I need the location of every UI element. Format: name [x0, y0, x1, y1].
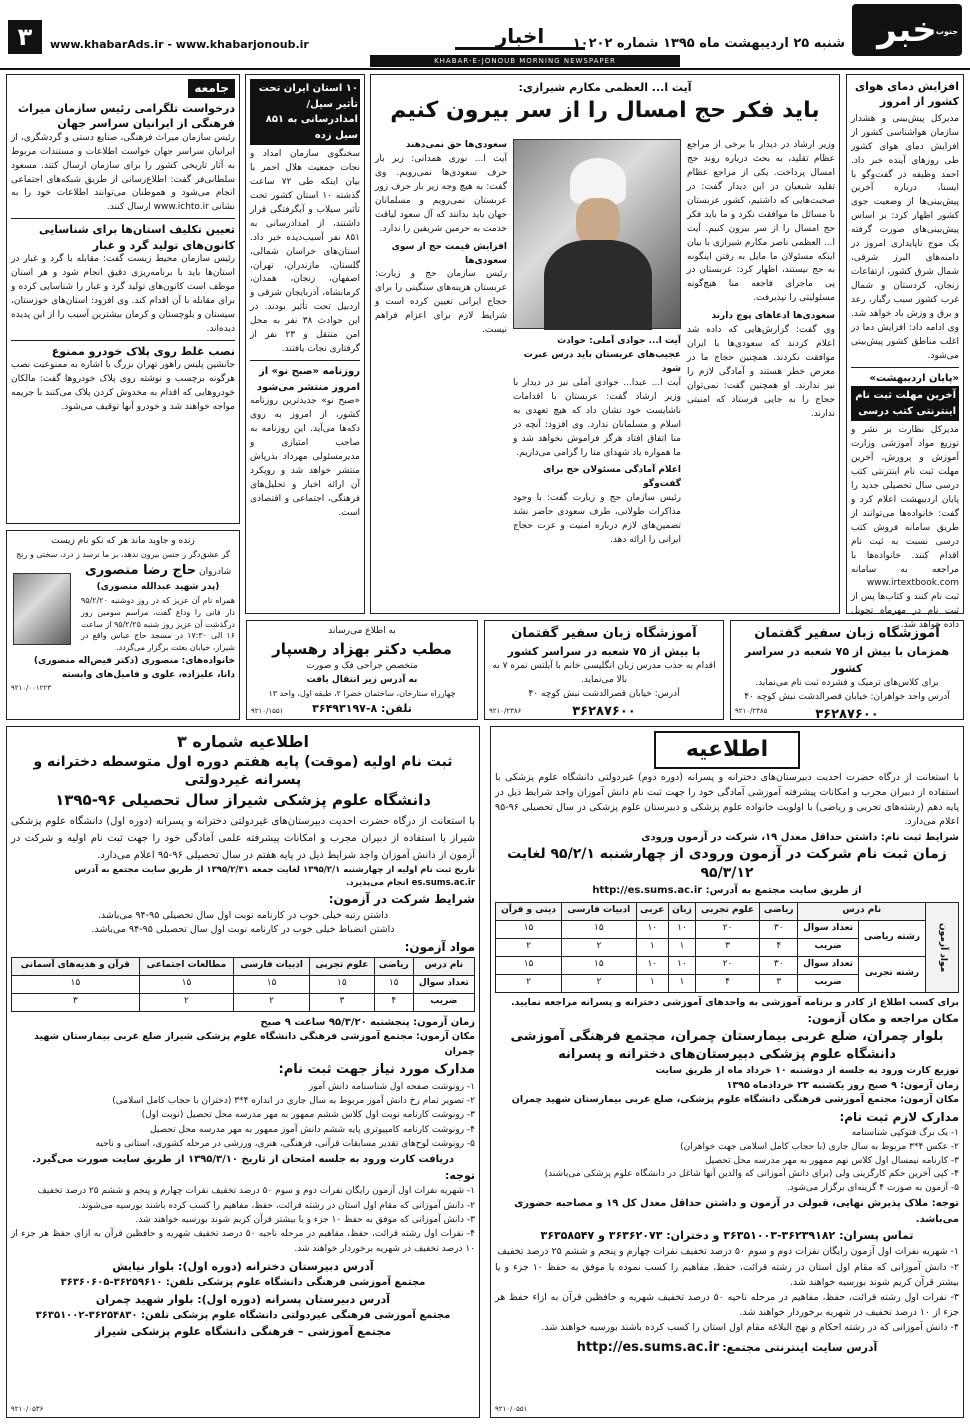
table-header: زبان — [668, 902, 695, 920]
websites[interactable]: www.khabarAds.ir - www.khabarjonoub.ir — [50, 38, 309, 51]
table-cell: ۲ — [496, 938, 562, 956]
list-item: ۴- دانش آموزانی که در رشته احکام و نهج البلاغه مقام اول استان را کسب کرده باشند بورسیه خواهند شد. — [541, 1322, 959, 1334]
ad-code: ۹۲۱۰/۰۰۱۲۲۳ — [11, 684, 51, 693]
story-title: نصب غلط روی پلاک خودرو ممنوع — [51, 344, 235, 358]
table-row-label: ضریب — [413, 993, 474, 1011]
notice-place-label: مکان مراجعه و مکان آزمون: — [807, 1012, 959, 1026]
story-title: ۱۰ استان ایران تحت تأثیر سیل/امدادرسانی به ۸۵۱ سیل زده — [250, 79, 360, 145]
address-title: آدرس دبیرستان پسرانه (دوره اول): بلوار شهید چمران — [95, 1292, 391, 1306]
newspaper-logo: جنوب خبر — [852, 4, 962, 56]
notice-header: اطلاعیه — [654, 731, 800, 769]
obit-top: زنده و جاوید ماند هر که نکو نام زیست — [51, 536, 195, 546]
notice-intro: با استعانت از درگاه حضرت احدیت دبیرستان‌های غیردولتی دخترانه و پسرانه (دوره اول) دانشگاه علوم پزشکی شیراز با استفاده از دبیران مجرب و امکانات پیشرفته علمی آمادگی خود را جهت ثبت نام اولیه و شرکت در آزمون از دانش آموزان واجد شرایط ذیل در پایه هفتم در سال تحصیلی ۹۶-۹۵ اعلام می‌دارد. — [11, 815, 475, 861]
section-title: اخبار — [455, 22, 585, 50]
page-number: ۳ — [8, 20, 42, 54]
lead-subhead: آیت ا... جوادی آملی: حوادث عجیب‌های عربستان باید درس عبرت شود — [523, 336, 681, 374]
list-item: ۲- دانش آموزانی که مقام اول استان در رشته قرائت، حفظ، مفاهیم را کسب نموده یا موفق به حفظ ۱۰ جزء و یا بیشتر قرآن کریم شوند بورسیه خواهند شد. — [495, 1261, 959, 1288]
obit-name-pre: شادروان — [199, 567, 232, 578]
story-title: تعیین تکلیف استان‌ها برای شناسایی کانون‌های تولید گرد و غبار — [39, 223, 235, 252]
notice-title: دانشگاه علوم پزشکی شیراز سال تحصیلی ۹۶-۱۳۹۵ — [55, 791, 431, 810]
lead-col1b: وی گفت: گزارش‌هایی که داده شد اعلام کردند که سعودی‌ها با ایران موافقت نکردند. همچنین حجاج ما در معرض خطر هستند و آمادگی لازم را نیز ندارند. او همچنین گفت: نمی‌توان حجاج را به جایی فرستاد که امنیتی ندارند. — [687, 325, 835, 419]
table-cell: ۳ — [309, 993, 374, 1011]
ad-title: آموزشگاه زبان سفیر گفتمان — [511, 626, 697, 641]
table-header: عربی — [636, 902, 668, 920]
address-body: مجتمع آموزشی فرهنگی غیردولتی دانشگاه علوم پزشکی تلفن: ۳۶۲۵۴۸۳۰-۳۶۳۵۱۰۰۲ — [35, 1309, 451, 1321]
lead-subhead: اعلام آمادگی مسئولان حج برای گفت‌وگو — [543, 465, 681, 490]
table-cell: ۱۵ — [12, 975, 140, 993]
table-header: ریاضی — [374, 957, 413, 975]
clinic-ad — [246, 620, 478, 720]
table-header: ادبیات فارسی — [562, 902, 637, 920]
notice-place: بلوار چمران، ضلع غربی بیمارستان چمران، مجتمع فرهنگی آموزشی دانشگاه علوم پزشکی دبیرستان‌های دخترانه و پسرانه — [510, 1028, 944, 1062]
lead-col2: آیت ا... عبدا... جوادی آملی نیز در دیدار با وزیر ارشاد گفت: عربستان با اقدامات ناشایست خود نشان داد که هیچ تعهدی به اسلام و مسلمانان ندارد. وی افزود: آنچه در منا اتفاق افتاد هرگز فراموش نخواهد شد و ما همواره یاد شهدای منا را گرامی می‌داریم. — [513, 377, 681, 458]
table-header: ریاضی — [760, 902, 798, 920]
notice-exam-title: زمان ثبت نام شرکت در آزمون ورودی از چهارشنبه ۹۵/۲/۱ لغایت ۹۵/۳/۱۲ — [507, 846, 947, 882]
table-cell: ۱ — [636, 974, 668, 992]
obit-body: همراه نام آن عزیز که در روز دوشنبه ۹۵/۲/۲۰ دار فانی را وداع گفت، مراسم سومین روز درگذشت آن عزیز روز شنبه ۹۵/۲/۲۵ از ساعت ۱۶ الی ۱۷:۳۰ در مسجد حاج عباس واقع در شیراز، خیابان بعثت برگزار می‌گردد. — [81, 596, 235, 652]
address-body: مجتمع آموزشی فرهنگی دانشگاه علوم پزشکی تلفن: ۳۶۲۵۹۶۱۰-۳۶۳۶۰۶۰۵ — [60, 1277, 426, 1289]
notice-note: برای کسب اطلاع از کادر و برنامه آموزشی به واحدهای آموزشی دخترانه و پسرانه مراجعه نمایید. — [510, 996, 959, 1008]
exam-subjects-table — [11, 957, 475, 1012]
robe-shape — [544, 240, 652, 330]
obit-intro: گر عشق‌دگر ز جنس بیرون ندهد، بر ما نرسد ز درد، سختی و رنج — [16, 549, 230, 559]
table-cell: ۱ — [636, 938, 668, 956]
ad-code: ۹۲۱۰/۲۳۸۵ — [735, 707, 768, 716]
list-item: ۳- دانش آموزانی که موفق به حفظ ۱۰ جزء و یا بیشتر قرآن کریم شوند بورسیه خواهند شد. — [135, 1214, 475, 1225]
table-header: دینی و قرآن — [496, 902, 562, 920]
table-cell: ۲۰ — [696, 956, 760, 974]
notice-place: مکان آزمون: مجتمع آموزشی فرهنگی دانشگاه علوم پزشکی شیراز ضلع غربی بیمارستان شهید چمران — [34, 1031, 475, 1057]
floods-column — [245, 74, 365, 614]
table-row-label: ضریب — [798, 974, 858, 992]
address-title: آدرس دبیرستان دخترانه (دوره اول): بلوار نیایش — [112, 1260, 374, 1274]
obit-families: منصوری (دکتر فیض‌اله منصوری) — [33, 656, 179, 667]
story-title: آخرین مهلت ثبت نام اینترنتی کتب درسی — [851, 386, 959, 421]
table-cell: ۱۵ — [234, 975, 310, 993]
obituary — [6, 530, 240, 720]
table-cell: ۴ — [374, 993, 413, 1011]
right-column — [846, 74, 964, 631]
date-line: شنبه ۲۵ اردیبهشت ماه ۱۳۹۵ شماره ۱۰۲۰۲ — [572, 36, 845, 51]
notice-title: ثبت نام اولیه (موقت) پایه هفتم دوره اول متوسطه دخترانه و پسرانه غیردولتی — [33, 753, 453, 789]
discount-list — [495, 1244, 959, 1335]
society-column — [6, 74, 240, 524]
list-item: ۳- نفرات اول رشته قرائت، حفظ، مفاهیم در مرحله ناحیه ۵۰ درصد تخفیف شهریه و حافظین قرآن به ازاء حفظ هر جزء از ۱۰ درصد تخفیف در شهریه برخوردار خواهند شد. — [495, 1291, 959, 1319]
story-body: مدیرکل پیش‌بینی و هشدار سازمان هواشناسی کشور از افزایش دمای هوای کشور طی روزهای آینده خبر داد. احمد وظیفه در گفت‌وگو با ایسنا، درباره آخرین پیش‌بینی‌ها از وضعیت جوی کشور اظهار کرد: بر اساس پیش‌بینی‌های صورت گرفته یک موج ناپایداری امروز در دامنه‌های البرز شرقی، شمال شرق کشور، ارتفاعات زنجان، کردستان و شمال غرب کشور سبب رگبار، رعد و برق و وزش باد خواهد شد. وی ادامه داد: افزایش دما در اغلب مناطق کشور پیش‌بینی می‌شود. — [851, 113, 959, 361]
notice-docs-title: مدارک لازم ثبت نام: — [839, 1110, 959, 1125]
table-cell: ۲ — [562, 938, 637, 956]
ad-phone: ۳۶۲۸۷۶۰۰ — [572, 704, 636, 720]
table-cell: ۱۰ — [668, 956, 695, 974]
masthead — [0, 0, 970, 70]
ad-code: ۹۲۱۰/۱۵۵۱ — [251, 707, 284, 716]
table-cell: ۱ — [668, 974, 695, 992]
ad-title: مطب دکتر بهزاد رهسپار — [272, 639, 452, 658]
table-corner: مواد آزمون — [926, 902, 959, 992]
lead-col3b: رئیس سازمان حج و زیارت: عربستان هزینه‌های سنگینی را برای حجاج ایرانی تعیین کرده است و شرایط لازم برای اعزام فراهم نیست. — [375, 269, 507, 336]
story-title: روزنامه «صبح نو» از امروز منتشر می‌شود — [256, 366, 360, 393]
ad-body: اقدام به جذب مدرس زبان انگلیسی خانم با آیلتس نمره ۷ به بالا می‌نماید. — [492, 661, 716, 686]
list-item: ۳- رونوشت کارنامه نوبت اول کلاس ششم ممهور به مهر مدرسه محل تحصیل (نوبت اول) — [141, 1110, 475, 1121]
docs-list — [11, 1080, 475, 1152]
table-cell: ۴ — [696, 974, 760, 992]
notice-note-title: توجه: — [444, 1169, 475, 1183]
table-cell: ۳۰ — [760, 956, 798, 974]
table-row-label: تعداد سوال — [413, 975, 474, 993]
lead-kicker: آیت ا... العظمی مکارم شیرازی: — [518, 81, 692, 94]
ad-code: ۹۲۱۰/۰۵۵۱ — [495, 1405, 528, 1414]
notice-subj-title: مواد آزمون: — [404, 940, 475, 954]
ad-body: برای کلاس‌های ترمیک و فشرده ثبت نام می‌نماید. — [755, 678, 939, 689]
logo-sub: جنوب — [935, 27, 958, 36]
table-header: علوم تجربی — [309, 957, 374, 975]
list-item: ۱- رونوشت صفحه اول شناسنامه دانش آموز — [308, 1081, 475, 1092]
notice-site-line: از طریق سایت مجتمع به آدرس: http://es.sums.ac.ir — [592, 885, 862, 897]
ad-address: آدرس واحد خواهران: خیابان قصرالدشت نبش کوچه ۴۰ — [744, 692, 950, 703]
face-shape — [576, 198, 620, 246]
table-row — [12, 993, 475, 1011]
lead-title: باید فکر حج امسال را از سر بیرون کنیم — [390, 98, 820, 124]
list-item: ۲- عکس ۴*۳ مربوط به سال جاری (با حجاب کامل اسلامی جهت خواهران) — [680, 1141, 959, 1152]
table-row — [496, 956, 959, 974]
table-row-label: تعداد سوال — [798, 956, 858, 974]
table-row — [12, 975, 475, 993]
list-item: ۴- رونوشت کارنامه کامپیوتری پایه ششم دانش آموز ممهور به مهر مدرسه محل تحصیل — [150, 1124, 475, 1135]
list-item: ۲- دانش آموزانی که مقام اول استان در رشته قرائت، حفظ، مفاهیم را کسب کرده باشند بورسیه می‌شوند. — [78, 1200, 475, 1211]
story-body: سخنگوی سازمان امداد و نجات جمعیت هلال احمر با بیان اینکه طی ۷۲ ساعت گذشته ۱۰ استان کشور تحت تأثیر سیلاب و آبگرفتگی قرار داشتند، از امدادرسانی به ۸۵۱ نفر آسیب‌دیده خبر داد. استان‌های خراسان شمالی، گلستان، مازندران، تهران، اصفهان، زنجان، همدان، کرمانشاه، آذربایجان شرقی و اردبیل تحت تأثیر بودند. در این حوادث ۳۸ نفر به محل امن منتقل و ۲۳ نفر از گرفتاری نجات یافتند. — [250, 149, 361, 355]
ad-address: آدرس: خیابان قصرالدشت نبش کوچه ۴۰ — [528, 689, 680, 700]
table-cell: ۳ — [696, 938, 760, 956]
school-notice-middle — [6, 726, 480, 1418]
table-group: رشته ریاضی — [858, 920, 925, 956]
notice-final: توجه: ملاک پذیرش نهایی، قبولی در آزمون و داشتن حداقل معدل کل ۱۹ و مصاحبه حضوری می‌باشد. — [514, 1198, 959, 1225]
ad-phone: ۳۶۲۸۷۶۰۰ — [815, 707, 879, 723]
story-title: درخواست تلگرامی رئیس سازمان میراث فرهنگی از ایرانیان سراسر جهان — [17, 101, 235, 131]
notice-exam-place: مکان آزمون: مجتمع آموزشی فرهنگی دانشگاه علوم پزشکی، ضلع غربی بیمارستان شهید چمران — [511, 1094, 959, 1106]
list-item: ۱- یک برگ فتوکپی شناسنامه — [851, 1127, 959, 1138]
list-item: ۵- آزمون به صورت ۴ گزینه‌ای برگزار می‌شود. — [786, 1183, 959, 1194]
lead-subhead: افزایش قیمت حج از سوی سعودی‌ها — [391, 241, 507, 266]
list-item: ۴- کپی آخرین حکم کارگزینی ولی (برای دانش آموزانی که والدین آنها شاغل در دانشگاه علوم پزشکی می‌باشند) — [544, 1169, 959, 1180]
table-cell: ۱۰ — [668, 920, 695, 938]
lead-col2b: رئیس سازمان حج و زیارت گفت: با وجود مذاکرات طولانی، طرف سعودی حاضر نشد تضمین‌های لازم درباره امنیت و عزت حجاج ایرانی را ارائه دهد. — [513, 493, 681, 546]
lead-subhead: سعودی‌ها ادعاهای پوچ دارند — [711, 311, 835, 322]
exam-subjects-table — [495, 902, 959, 993]
notice-cond-title: شرایط شرکت در آزمون: — [328, 891, 475, 906]
notice-phones: تماس پسران: ۳۶۲۳۹۱۸۲-۳۶۳۵۱۰۰۳ و دختران: ۳۶۳۶۲۰۷۳ و ۳۶۳۵۸۵۴۷ — [540, 1229, 914, 1243]
table-header: قرآن و هدیه‌های آسمانی — [12, 957, 140, 975]
table-cell: ۱۵ — [496, 956, 562, 974]
ad-pre: به اطلاع می‌رساند — [328, 626, 396, 636]
notice-cond: داشتن انضباط خیلی خوب در کارنامه نوبت اول سال تحصیلی ۹۵-۹۴ می‌باشد. — [91, 924, 395, 936]
table-cell: ۱۵ — [139, 975, 234, 993]
notice-signature: مجتمع آموزشی – فرهنگی دانشگاه علوم پزشکی شیراز — [94, 1325, 392, 1339]
notice-site-label: آدرس سایت اینترنتی مجتمع: — [722, 1340, 878, 1354]
ad-title: آموزشگاه زبان سفیر گفتمان — [754, 626, 940, 641]
obit-families: دانا، علیزاده، علوی و فامیل‌های وابسته — [61, 670, 235, 681]
story-body: جانشین پلیس راهور تهران بزرگ با اشاره به ممنوعیت نصب هرگونه برچسب و نوشته روی پلاک خودروها گفت: مالکان خودروهایی که اقدام به مخدوش کردن پلاک می‌کنند با جریمه مواجه خواهند شد و خودرو آنها توقیف می‌شود. — [11, 360, 235, 412]
notice-exam-time: زمان آزمون: ۹ صبح روز یکشنبه ۲۳ خردادماه ۱۳۹۵ — [726, 1079, 959, 1091]
table-cell: ۳ — [12, 993, 140, 1011]
story-kicker: «پایان اردیبهشت» — [869, 372, 959, 384]
table-cell: ۱۵ — [309, 975, 374, 993]
notice-site-link[interactable]: http://es.sums.ac.ir — [576, 1339, 720, 1355]
table-header: نام درس — [413, 957, 474, 975]
notice-header: اطلاعیه شماره ۳ — [177, 732, 309, 751]
list-item: ۱- شهریه نفرات اول آزمون رایگان نفرات دوم و سوم ۵۰ درصد تخفیف نفرات چهارم و پنجم و ششم ۲۵ درصد تخفیف — [497, 1246, 959, 1258]
story-body: رئیس سازمان محیط زیست گفت: مقابله با گرد و غبار در استان‌ها باید با برنامه‌ریزی دقیق انجام شود و هر استان موظف است کانون‌های تولید گرد و غبار را شناسایی کرده و برای مقابله با آن اقدام کند. وی افزود: استان‌های خوزستان، سیستان و بلوچستان و کرمان بیشترین آسیب را از این پدیده دیده‌اند. — [11, 254, 235, 334]
ad-address: چهارراه ستارخان، ساختمان خضرا ۲، طبقه اول، واحد ۱۳ — [268, 688, 456, 698]
table-cell: ۱۵ — [374, 975, 413, 993]
obit-photo — [13, 573, 71, 645]
table-cell: ۲ — [234, 993, 310, 1011]
table-row — [496, 920, 959, 938]
table-cell: ۱۵ — [562, 956, 637, 974]
obit-name: حاج رضا منصوری — [84, 563, 197, 579]
ad-code: ۹۲۱۰/۰۵۳۶ — [11, 1405, 44, 1414]
english-name: KHABAR-E-JONOUB MORNING NEWSPAPER — [370, 55, 680, 67]
table-cell: ۲ — [139, 993, 234, 1011]
table-row-label: تعداد سوال — [798, 920, 858, 938]
table-row-label: ضریب — [798, 938, 858, 956]
table-cell: ۲ — [496, 974, 562, 992]
table-header: مطالعات اجتماعی — [139, 957, 234, 975]
section-badge: جامعه — [188, 79, 235, 98]
notice-card: دریافت کارت ورود به جلسه امتحان از تاریخ ۱۳۹۵/۳/۱۰ از طریق سایت صورت می‌گیرد. — [31, 1153, 455, 1165]
list-item: ۳- کارنامه نیمسال اول کلاس نهم ممهور به مهر مدرسه محل تحصیل — [704, 1155, 959, 1166]
notice-card: توزیع کارت ورود به جلسه از دوشنبه ۱۰ خرداد ماه از طریق سایت — [655, 1064, 959, 1076]
list-item: ۵- رونوشت لوح‌های تقدیر مسابقات قرآنی، فرهنگی، هنری، ورزشی در مرحله کشوری، استانی و ناحیه — [95, 1139, 475, 1150]
table-header: ادبیات فارسی — [234, 957, 310, 975]
obit-family-label: خانواده‌های: — [181, 656, 235, 667]
table-cell: ۱۰ — [636, 920, 668, 938]
notes-list — [11, 1184, 475, 1256]
obit-relation: (پدر شهید عبدالله منصوری) — [96, 582, 220, 593]
table-cell: ۳ — [760, 974, 798, 992]
lead-col3: آیت ا... نوری همدانی: زیر بار حرف سعودی‌ها نمی‌رویم. وی گفت: به هیچ وجه زیر بار حرف زور عربستان نمی‌رویم و مسلمانان جهان باید بدانند که آل سعود لیاقت خدمت به حرمین شریفین را ندارد. — [375, 153, 507, 234]
ad-phone: تلفن: ۸-۳۶۴۹۳۱۹۷ — [312, 702, 412, 716]
ad-subtitle: با بیش از ۷۵ شعبه در سراسر کشور — [507, 645, 701, 659]
list-item: ۲- تصویر تمام رخ دانش آموز مربوط به سال جاری در اندازه ۴*۳ (دختران با حجاب کامل اسلامی) — [112, 1096, 475, 1107]
notice-time: زمان آزمون: پنجشنبه ۹۵/۳/۲۰ ساعت ۹ صبح — [260, 1016, 475, 1028]
table-cell: ۱۰ — [636, 956, 668, 974]
ad-code: ۹۲۱۰/۲۳۸۶ — [489, 707, 522, 716]
language-school-hiring-ad — [484, 620, 724, 720]
table-cell: ۱۵ — [496, 920, 562, 938]
story-title: افزایش دمای هوای کشور از امروز — [855, 80, 959, 109]
ad-subtitle: همزمان با بیش از ۷۵ شعبه در سراسر کشور — [744, 645, 950, 676]
table-cell: ۲۰ — [696, 920, 760, 938]
story-body: مدیرکل نظارت بر نشر و توزیع مواد آموزشی وزارت آموزش و پرورش، آخرین مهلت ثبت نام اینترنتی کتب درسی سال تحصیلی جدید را پایان اردیبهشت اعلام کرد و گفت: خانواده‌ها می‌توانند از طریق سامانه فروش کتب درسی نسبت به ثبت نام اقدام کنند. خانواده‌ها با مراجعه به سامانه www.irtextbook.com ثبت نام کنند و کتاب‌ها پس از ثبت نام در مهرماه تحویل داده خواهد شد. — [851, 425, 959, 631]
story-body: «صبح نو» جدیدترین روزنامه کشور، از امروز به روی دکه‌ها می‌آید. این روزنامه به صاحب امتیازی و مدیرمسئولی مهرداد بذرپاش منتشر خواهد شد و رویکرد آن ارائه اخبار و تحلیل‌های فرهنگی، اجتماعی و اقتصادی است. — [250, 396, 360, 518]
table-cell: ۱۵ — [562, 920, 637, 938]
table-cell: ۲ — [562, 974, 637, 992]
cleric-photo — [513, 139, 681, 329]
notice-cond: داشتن رتبه خیلی خوب در کارنامه نوبت اول سال تحصیلی ۹۵-۹۴ می‌باشد. — [97, 909, 389, 921]
docs-list — [495, 1127, 959, 1197]
table-cell: ۳۰ — [760, 920, 798, 938]
table-header: علوم تجربی — [696, 902, 760, 920]
list-item: ۴- نفرات اول رشته قرائت، حفظ، مفاهیم در مرحله ناحیه ۵۰ درصد تخفیف شهریه و حافظین قرآن به ازای حفظ هر جزء از ۱۰ درصد تخفیف در شهریه برخوردار خواهند شد. — [11, 1229, 475, 1254]
notice-docs-title: مدارک مورد نیاز جهت ثبت نام: — [278, 1061, 475, 1077]
ad-subtitle: متخصص جراحی فک و صورت — [306, 660, 418, 671]
school-notice-high — [490, 726, 964, 1418]
lead-story — [370, 74, 840, 614]
notice-reg-date: تاریخ ثبت نام اولیه از چهارشنبه ۱۳۹۵/۲/۱ لغایت جمعه ۱۳۹۵/۲/۳۱ از طریق سایت مجتمع به آدرس es.sums.ac.ir انجام می‌پذیرد. — [74, 864, 475, 888]
language-school-ad — [730, 620, 964, 723]
table-cell: ۱ — [668, 938, 695, 956]
lead-col1: وزیر ارشاد در دیدار با برخی از مراجع عظام تقلید، به بحث درباره روند حج امسال پرداخت. یکی از مراجع عظام تقلید شیعیان در این دیدار گفت: در صحبت‌هایی که داشتیم، کشور عربستان با مسائل ما موافقت نکرد و ما باید فکر حج امسال را از سر بیرون کنیم. آیت ا... العظمی ناصر مکارم شیرازی با بیان اینکه مسئولان ما مایل به رفتن اینگونه به حج نیستند، اظهار کرد: عربستان در پی ماجرای فاجعه منا هیچ‌گونه مسئولیتی را نپذیرفت. — [687, 140, 835, 304]
ad-mid: به آدرس زیر انتقال یافت — [306, 674, 418, 685]
table-header: نام درس — [798, 902, 926, 920]
notice-conditions: شرایط ثبت نام: داشتن حداقل معدل ۱۹، شرکت در آزمون ورودی — [641, 831, 959, 843]
table-cell: ۴ — [760, 938, 798, 956]
story-body: رئیس سازمان میراث فرهنگی، صنایع دستی و گردشگری، از ایرانیان سراسر جهان خواست اطلاعات و مستندات مربوط به آثار تاریخی کشور را برای سازمان ارسال کنند. مسعود سلطانی‌فر گفت: اطلاع‌رسانی از طریق شبکه‌های اجتماعی انجام می‌شود و هموطنان می‌توانند اطلاعات خود را به نشانی www.ichto.ir ارسال کنند. — [11, 132, 235, 213]
list-item: ۱- شهریه نفرات اول آزمون رایگان نفرات دوم و سوم ۵۰ درصد تخفیف نفرات چهارم و پنجم و ششم ۲۵ درصد تخفیف — [37, 1186, 475, 1197]
table-group: رشته تجربی — [858, 956, 925, 992]
lead-subhead: سعودی‌ها حق نمی‌دهند — [405, 140, 507, 150]
notice-intro: با استعانت از درگاه حضرت احدیت دبیرستان‌های دخترانه و پسرانه (دوره دوم) غیردولتی دانشگاه علوم پزشکی با استفاده از دبیران مجرب و امکانات پیشرفته آموزشی آمادگی خود را جهت ثبت نام دانش آموزان واجد شرایط ذیل در پایه دهم (رشته‌های تجربی و ریاضی) با اولویت خانواده علوم پزشکی و دبیرستان علوم پزشکی در سال تحصیلی ۹۶-۹۵ اعلام می‌دارد. — [495, 772, 959, 828]
